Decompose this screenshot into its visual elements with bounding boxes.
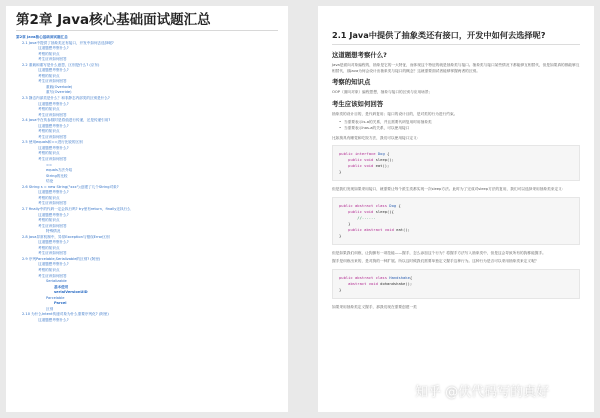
code-line: } (339, 220, 351, 226)
code-line: //...... (357, 214, 376, 220)
heading-intent: 这道题想考察什么? (332, 51, 387, 59)
toc-link[interactable]: 考生应该如何回答 (38, 112, 67, 117)
code-line: public abstract class Handshake{ (339, 274, 413, 280)
toc-link[interactable]: 这道题想考察什么? (38, 145, 69, 150)
toc-link[interactable]: 考生应该如何回答 (38, 57, 67, 62)
toc-link[interactable]: 这道题想考察什么? (38, 317, 69, 322)
list-item: • 当需要表示has-a的关系，可以使用接口 (340, 126, 580, 132)
toc-link[interactable]: 这道题想考察什么? (38, 123, 69, 128)
paragraph-answer-5: 握手是训练出来的，是对狗的一种扩展。所以这时候我们需要单独定义握手这种行为。这种行为是否可以采用抽象类来定义呢？ (332, 259, 539, 264)
toc-link[interactable]: 考察的知识点 (38, 73, 60, 78)
heading-answer: 考生应该如何回答 (332, 99, 384, 108)
toc-link[interactable]: 考察的知识点 (38, 129, 60, 134)
paragraph-knowledge: OOP（面向对象）编程思想，抽象与接口的区别与应用场景； (332, 90, 433, 95)
code-line: } (339, 232, 342, 238)
chapter-divider (16, 30, 278, 31)
toc-link[interactable]: 特殊情况 (46, 229, 61, 234)
code-line: } (339, 286, 342, 292)
toc-link[interactable]: String的比较 (46, 173, 68, 178)
watermark: 知乎 @伏代码写的真好 (415, 385, 550, 400)
toc-link[interactable]: 考察的知识点 (38, 107, 60, 112)
code-block-abstract-class (332, 197, 580, 245)
toc-page (6, 6, 288, 412)
toc-link[interactable]: 考生应该如何回答 (38, 223, 67, 228)
toc-link[interactable]: 这道题想考察什么? (38, 68, 69, 73)
toc-link[interactable]: 2.9 序列Parcelable,Serializable的区别? (阿里) (22, 256, 101, 261)
paragraph-intent: Java是面向对象编程的，抽象是它的一大特征，而体现这个特征的就是抽象类与接口。抽象类与接口某些情况下都能够互相替代，但是如果真的都能够互相替代，那Java为何会设计出抽象类与接口的概念？这就需要面试者能够掌握两者的区别。 (332, 63, 580, 73)
toc-link[interactable]: 这道题想考察什么? (38, 101, 69, 106)
toc-link[interactable]: 考察的知识点 (38, 151, 60, 156)
code-line: public abstract void eat(); (348, 226, 410, 232)
code-line: public void sleep(){ (348, 208, 394, 214)
toc-link[interactable]: 考生应该如何回答 (38, 79, 67, 84)
toc-link[interactable]: 考生应该如何回答 (38, 157, 67, 162)
code-block-handshake (332, 269, 580, 299)
toc-link[interactable]: 这道题想考察什么? (38, 46, 69, 51)
toc-link[interactable]: 2.4 Java中在传参数时是将值进行传递，还是传递引用? (22, 118, 111, 123)
toc-link[interactable]: 区别 (46, 306, 54, 311)
toc-link[interactable]: 2.7 finally中的代码一定会执行吗? try里有return，finally还执行么 (22, 206, 131, 211)
toc-link[interactable]: Parcel (54, 301, 67, 306)
code-block-interface (332, 145, 580, 181)
code-line: public void eat(); (348, 163, 390, 169)
toc-link[interactable]: 2.6 String s = new String("xxx");创建了几个String对象? (22, 184, 119, 189)
table-of-contents (16, 35, 278, 323)
toc-link[interactable]: Serializable (46, 279, 67, 284)
heading-knowledge: 考察的知识点 (332, 78, 371, 87)
toc-link[interactable]: 2.2 重载和重写是什么意思，区别是什么? (京东) (22, 62, 100, 67)
paragraph-answer-3: 但是我们发现如果采用接口，就需要让每个派生类都实现一次sleep方法。此时为了完成对sleep方法的复用，我们可以选择采用抽象类来定义： (332, 187, 566, 192)
toc-link[interactable]: 考生应该如何回答 (38, 201, 67, 206)
toc-link[interactable]: 2.3 静态内部类是什么？和非静态内部类的区别是什么? (22, 96, 110, 101)
code-line: public void sleep(); (348, 157, 394, 163)
paragraph-answer-6: 如果采用抽象类定义握手，那我们现在需要创建一类 (332, 304, 417, 309)
code-line: public abstract class Dog { (339, 202, 401, 208)
toc-link[interactable]: 考察的知识点 (38, 195, 60, 200)
toc-link[interactable]: 第2章 Java核心基础面试题汇总 (16, 35, 68, 39)
toc-link[interactable]: equals方法介绍 (46, 168, 73, 173)
toc-link[interactable]: 这道题想考察什么? (38, 190, 69, 195)
code-line: public interface Dog { (339, 151, 390, 157)
paragraph-answer-1: 抽象类的设计目的，是代码复用；接口的设计目的，是对类的行为进行约束。 (332, 111, 458, 116)
list-item: • 当需要表示is-a的关系，并且需要代码复用时用抽象类 (340, 120, 580, 126)
toc-link[interactable]: 这道题想考察什么? (38, 240, 69, 245)
content-page (318, 6, 594, 412)
code-line: } (339, 169, 342, 175)
paragraph-answer-2: 比如狗具有睡觉和吃饭方法，我们可以使用接口定义： (332, 135, 421, 140)
paragraph-answer-4: 但是如果我们训练，让狗拥有一项技能——握手，怎么添加这个行为？将握手方法写入抽象类中，但是这会导致所有的狗都能握手。 (332, 250, 546, 255)
code-line: abstract void dohandshake(); (348, 280, 413, 286)
toc-link[interactable]: 考生应该如何回答 (38, 273, 67, 278)
toc-link[interactable]: 2.5 使用equals和==进行比较的区别 (22, 140, 83, 145)
toc-link[interactable]: == (46, 162, 53, 167)
toc-link[interactable]: 考察的知识点 (38, 218, 60, 223)
toc-link[interactable]: 重写(Override) (46, 90, 72, 95)
toc-link[interactable]: 2.8 Java异常机制中，异常Exception与错误Error区别 (22, 234, 110, 239)
toc-link[interactable]: Parcelable (46, 295, 65, 300)
toc-link[interactable]: 考生应该如何回答 (38, 251, 67, 256)
bullet-list (340, 120, 580, 131)
toc-link[interactable]: 这道题想考察什么? (38, 262, 69, 267)
toc-link[interactable]: 考生应该如何回答 (38, 134, 67, 139)
toc-link[interactable]: 考察的知识点 (38, 245, 60, 250)
toc-link[interactable]: 重载(Overlode) (46, 84, 73, 89)
chapter-title: 第2章 Java核心基础面试题汇总 (16, 12, 211, 28)
toc-link[interactable]: 考察的知识点 (38, 51, 60, 56)
toc-link[interactable]: 2.10 为什么Intent传递对象为什么需要序列化? (阿里) (22, 312, 109, 317)
toc-link[interactable]: 2.1 Java中提供了抽象类还有接口，开发中如何去选择呢? (22, 40, 114, 45)
toc-link[interactable]: 结论 (46, 179, 54, 184)
section-title: 2.1 Java中提供了抽象类还有接口，开发中如何去选择呢? (332, 30, 546, 40)
toc-link[interactable]: 基本使用 (54, 284, 69, 289)
toc-link[interactable]: serialVersionUID (54, 290, 88, 295)
toc-link[interactable]: 考察的知识点 (38, 267, 60, 272)
toc-link[interactable]: 这道题想考察什么? (38, 212, 69, 217)
section-divider (332, 44, 580, 45)
